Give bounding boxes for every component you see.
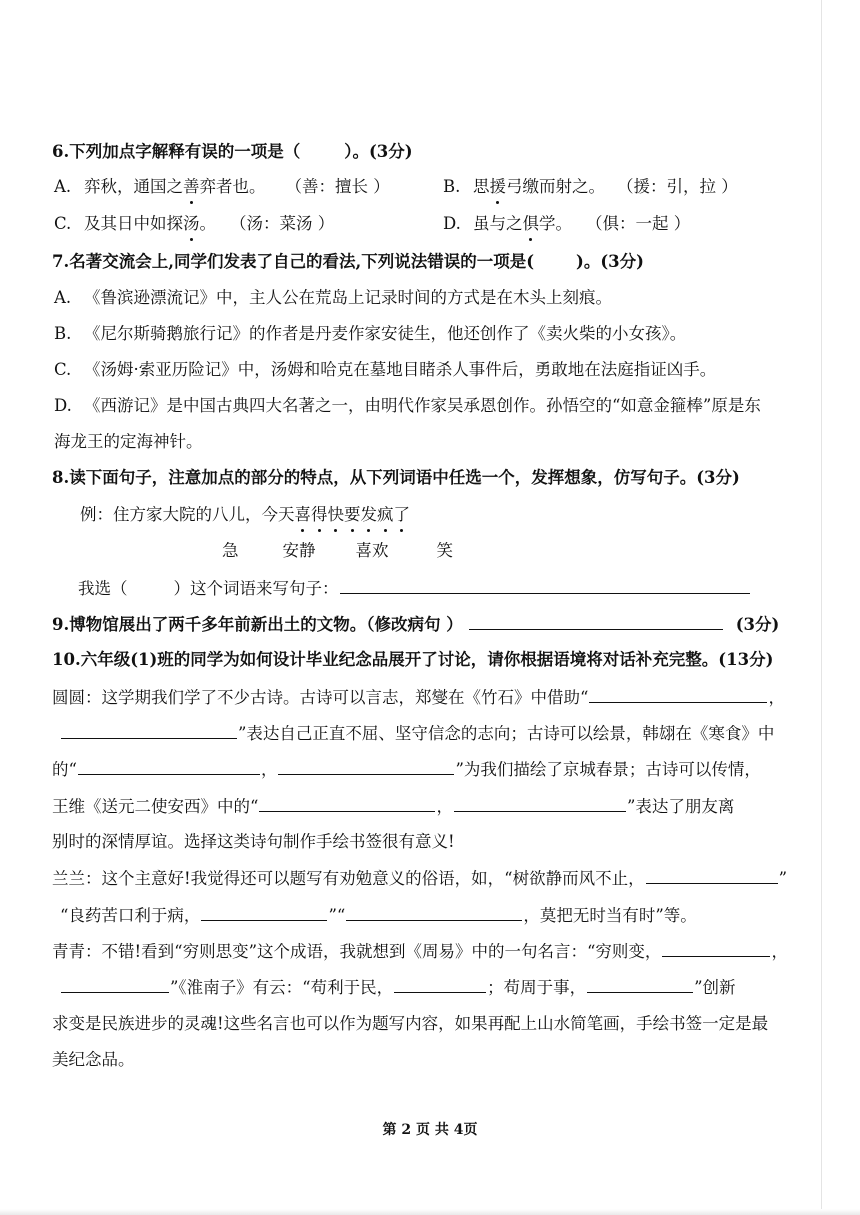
q10-blank-6[interactable]	[454, 794, 626, 812]
scan-edge	[821, 0, 822, 1215]
q6-stem: 6.下列加点字解释有误的一项是（ ）。(3分)	[52, 142, 413, 161]
word-option: 喜欢	[355, 541, 389, 560]
word-option: 急	[222, 541, 239, 560]
q8-answer-line: 我选（ ）这个词语来写句子：	[78, 576, 751, 601]
q10-yuanyuan-line2: ”表达自己正直不屈、坚守信念的志向；古诗可以绘景，韩翃在《寒食》中	[60, 721, 774, 746]
q10-yuanyuan-line1: 圆圆：这学期我们学了不少古诗。古诗可以言志，郑燮在《竹石》中借助“ ，	[52, 685, 785, 710]
q10-qingqing-line1: 青青：不错!看到“穷则思变”这个成语，我就想到《周易》中的一句名言：“穷则变， ，	[52, 939, 788, 964]
q8-word-bank	[222, 539, 453, 563]
q10-lanlan-line1: 兰兰：这个主意好!我觉得还可以题写有劝勉意义的俗语，如，“树欲静而风不止， ”	[52, 866, 787, 891]
q10-stem: 10.六年级(1)班的同学为如何设计毕业纪念品展开了讨论，请你根据语境将对话补充完整。(13分)	[52, 650, 774, 669]
q7-option-c: C. 《汤姆·索亚历险记》中，汤姆和哈克在墓地目睹杀人事件后，勇敢地在法庭指证凶手。	[54, 360, 717, 379]
word-option: 笑	[436, 541, 453, 560]
q10-yuanyuan-line5: 别时的深情厚谊。选择这类诗句制作手绘书签很有意义!	[52, 832, 455, 851]
q10-yuanyuan-line3: 的“ ， ”为我们描绘了京城春景；古诗可以传情，	[52, 757, 761, 782]
q7-option-a: A. 《鲁滨逊漂流记》中，主人公在荒岛上记录时间的方式是在木头上刻痕。	[54, 288, 612, 307]
q9-answer-blank[interactable]	[469, 612, 723, 630]
q10-qingqing-line4: 美纪念品。	[52, 1050, 135, 1069]
q10-blank-10[interactable]	[662, 939, 770, 957]
q10-blank-8[interactable]	[201, 903, 327, 921]
q9-stem: 9.博物馆展出了两千多年前新出土的文物。（修改病句 ） (3分)	[52, 612, 779, 637]
q10-blank-9[interactable]	[346, 903, 522, 921]
q10-blank-13[interactable]	[587, 975, 693, 993]
q7-stem: 7.名著交流会上,同学们发表了自己的看法,下列说法错误的一项是( )。(3分)	[52, 252, 644, 271]
q10-lanlan-line2: “良药苦口利于病， ”“ ，莫把无时当有时”等。	[60, 903, 697, 928]
q6-option-c: C. 及其日中如探汤。 （汤：菜汤 ）	[54, 212, 334, 236]
q10-blank-11[interactable]	[61, 975, 169, 993]
q10-blank-5[interactable]	[259, 794, 435, 812]
q7-option-d-continued: 海龙王的定海神针。	[54, 432, 203, 451]
q10-blank-12[interactable]	[394, 975, 486, 993]
q10-blank-2[interactable]	[61, 721, 237, 739]
q7-option-b: B. 《尼尔斯骑鹅旅行记》的作者是丹麦作家安徒生，他还创作了《卖火柴的小女孩》。	[54, 324, 687, 343]
q6-option-d: D. 虽与之俱学。 （俱：一起 ）	[443, 212, 690, 236]
q8-stem: 8.读下面句子，注意加点的部分的特点，从下列词语中任选一个，发挥想象，仿写句子。(3分)	[52, 468, 740, 487]
q6-option-b: B. 思援弓缴而射之。 （援：引，拉 ）	[443, 175, 738, 199]
word-option: 安静	[282, 541, 316, 560]
scan-bottom-edge	[0, 1209, 860, 1215]
q6-option-a: A. 弈秋，通国之善弈者也。 （善：擅长 ）	[54, 175, 390, 199]
q10-qingqing-line2: ”《淮南子》有云：“苟利于民， ；苟周于事， ”创新	[60, 975, 736, 1000]
q10-blank-1[interactable]	[589, 685, 767, 703]
q10-blank-7[interactable]	[646, 866, 778, 884]
page-number: 第 2 页 共 4页	[382, 1122, 478, 1138]
q7-option-d: D. 《西游记》是中国古典四大名著之一，由明代作家吴承恩创作。孙悟空的“如意金箍棒”原是东	[54, 396, 761, 415]
q10-yuanyuan-line4: 王维《送元二使安西》中的“ ， ”表达了朋友离	[52, 794, 734, 819]
q10-blank-4[interactable]	[278, 757, 454, 775]
q10-blank-3[interactable]	[78, 757, 260, 775]
q10-qingqing-line3: 求变是民族进步的灵魂!这些名言也可以作为题写内容，如果再配上山水简笔画，手绘书签一定是最	[52, 1014, 769, 1033]
q8-example: 例：住方家大院的八儿，今天喜得快要发疯了	[80, 503, 410, 527]
q8-sentence-blank[interactable]	[340, 576, 750, 594]
